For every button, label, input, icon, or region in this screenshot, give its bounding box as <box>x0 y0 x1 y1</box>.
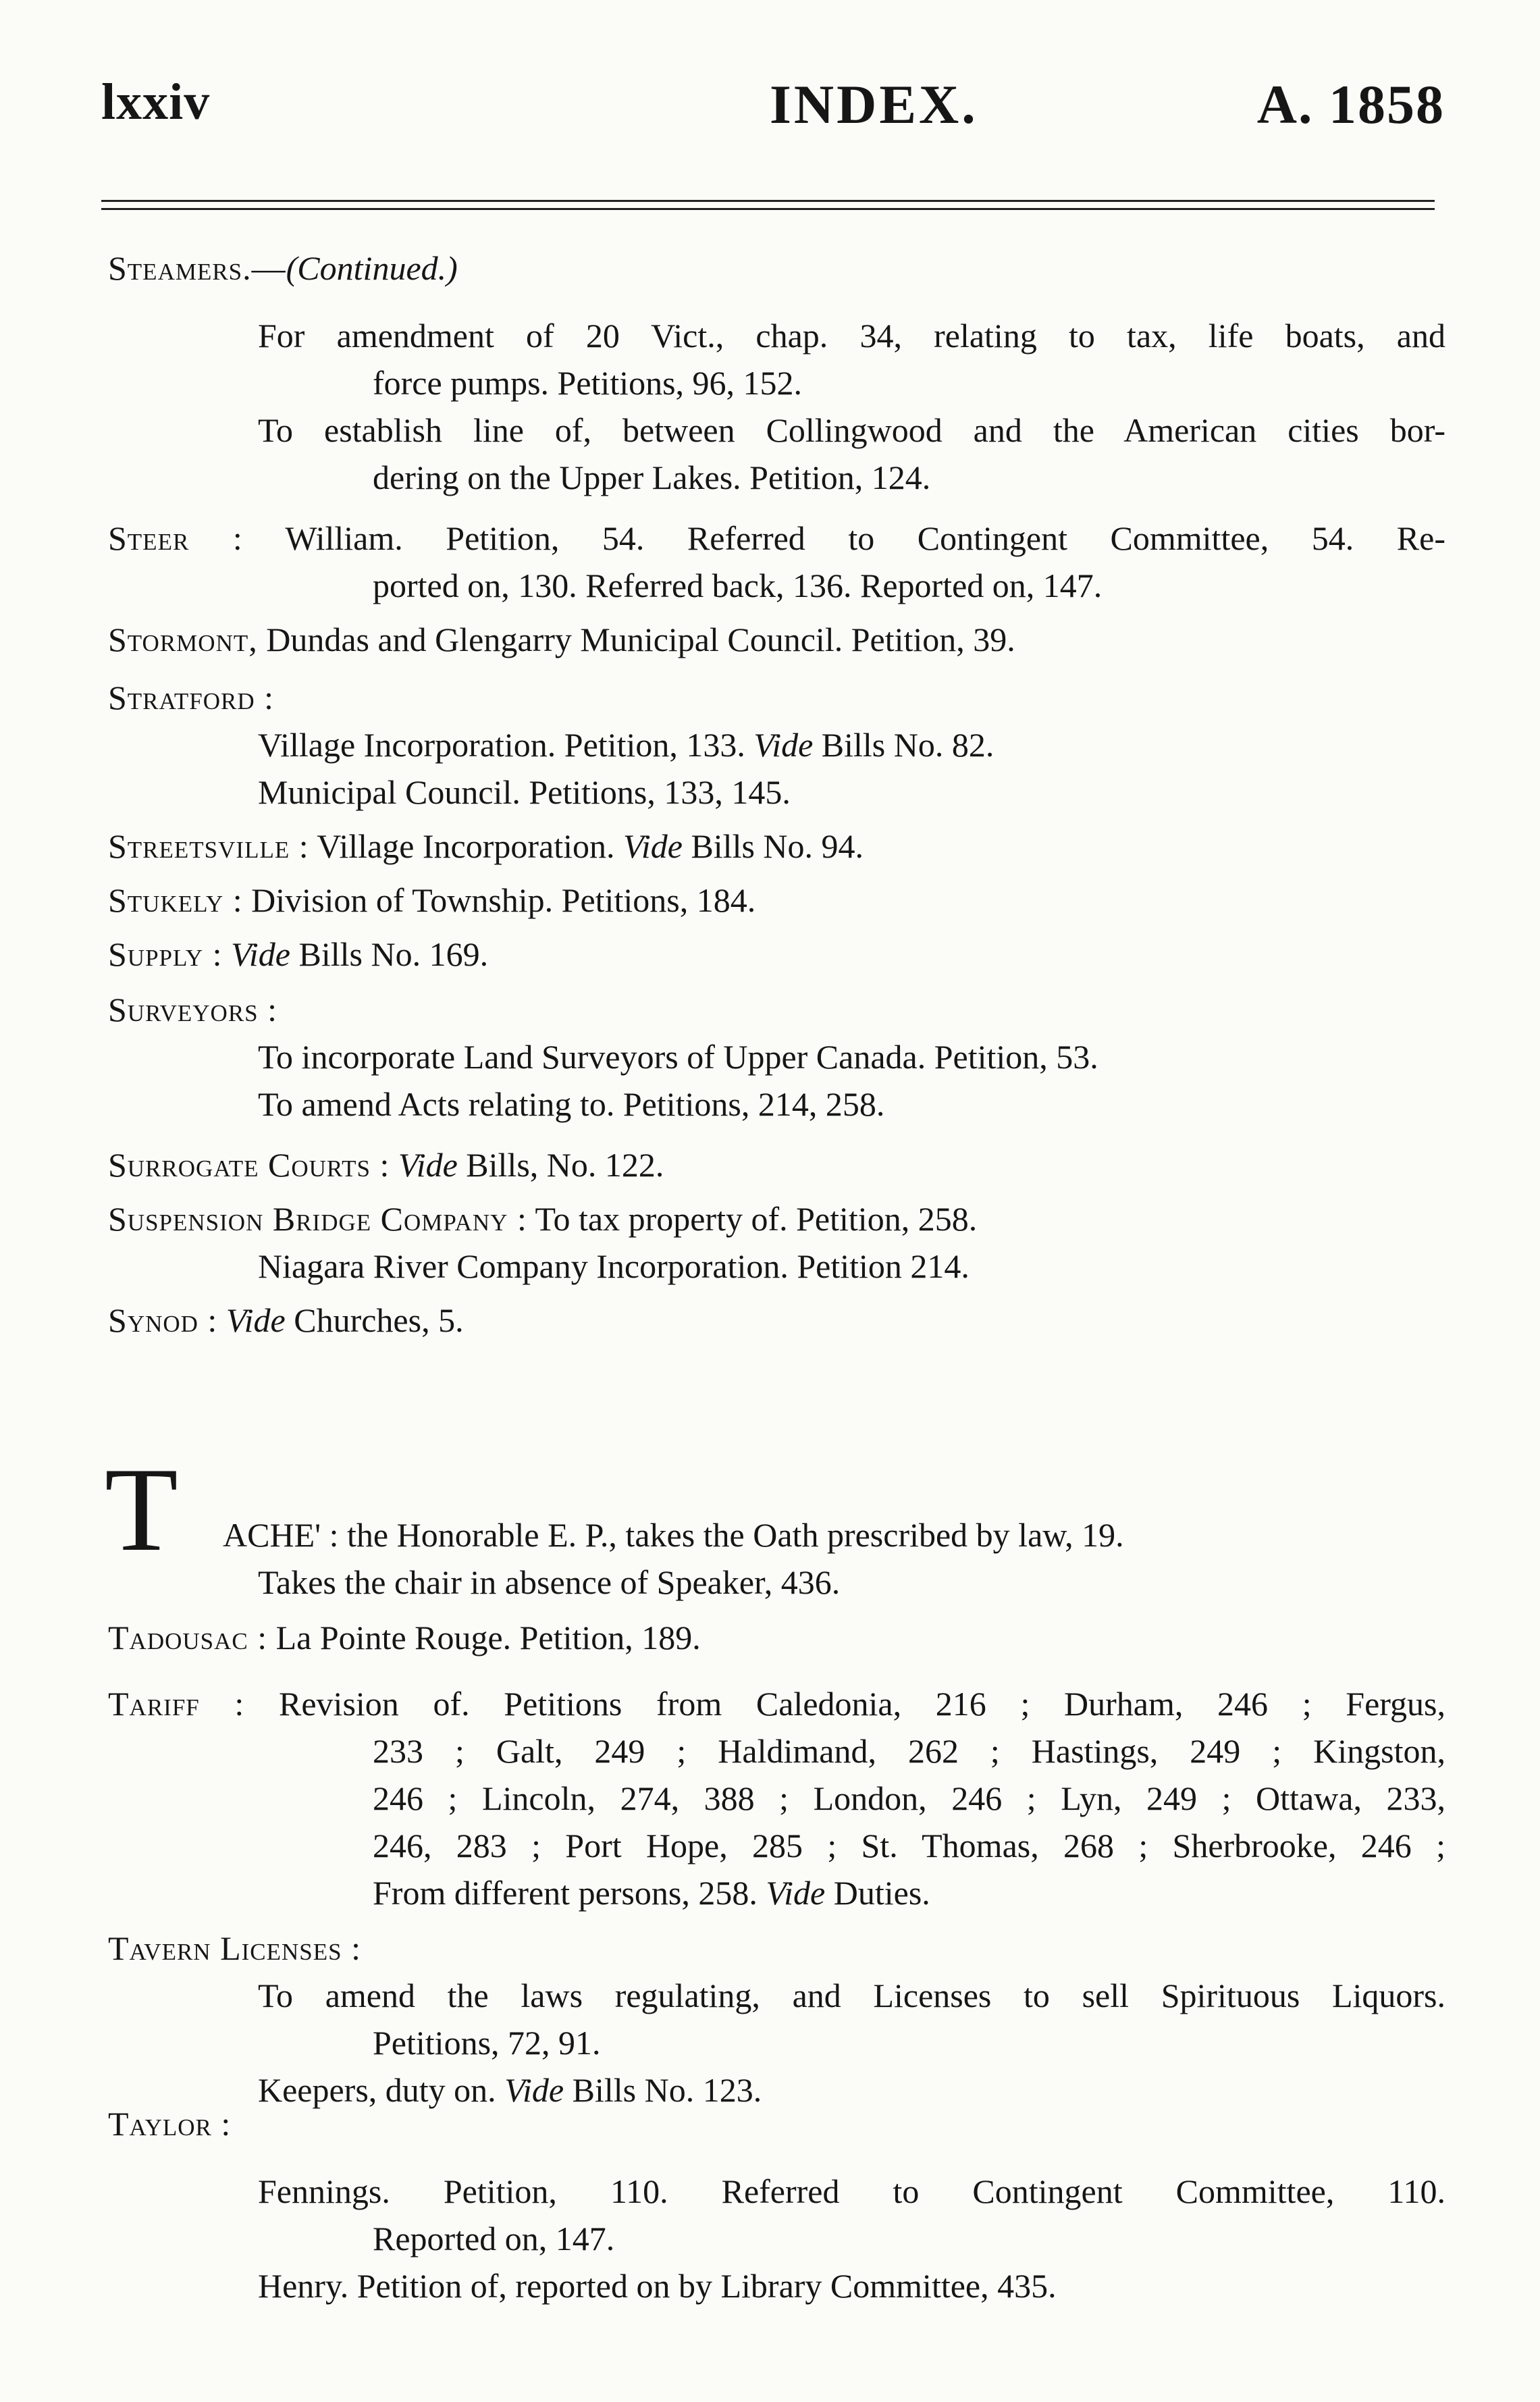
index-entry-supply <box>108 931 1445 978</box>
index-subentries-surveyors <box>108 1033 1445 1128</box>
entry-text: Division of Township. Petitions, 184. <box>251 881 756 919</box>
page-number: lxxiv <box>101 74 211 130</box>
entry-heading: Tariff : <box>108 1685 245 1723</box>
subentry-line: To amend Acts relating to. Petitions, 214, 258. <box>258 1085 885 1123</box>
index-entry-streetsville <box>108 823 1445 870</box>
index-entry-tavern-licenses <box>108 1925 1445 1972</box>
entry-heading: Streetsville : <box>108 827 309 865</box>
index-entry-synod <box>108 1297 1445 1344</box>
index-entry-steamers <box>108 244 1445 292</box>
subentry-line: Fennings. Petition, 110. Referred to Contingent Committee, 110. <box>258 2172 1445 2210</box>
entry-heading: Stormont, <box>108 621 258 658</box>
subentry-line: To incorporate Land Surveyors of Upper Canada. Petition, 53. <box>258 1038 1098 1076</box>
vide-reference: Vide <box>398 1146 458 1184</box>
subentry-line: For amendment of 20 Vict., chap. 34, relating to tax, life boats, and <box>258 317 1445 355</box>
entry-text: Village Incorporation. <box>317 827 615 865</box>
index-entry-stukely <box>108 877 1445 924</box>
subentry-line: Keepers, duty on. <box>258 2071 496 2109</box>
index-entry-steer <box>108 515 1445 609</box>
vide-reference: Vide <box>623 827 683 865</box>
entry-heading-suffix: (Continued.) <box>286 249 458 287</box>
index-subentries-taylor <box>108 2168 1445 2309</box>
subentry-line: Bills No. 82. <box>821 726 994 764</box>
entry-text: Bills No. 169. <box>298 935 489 973</box>
subentry-line: Bills No. 123. <box>572 2071 762 2109</box>
index-subentries-tavern-licenses <box>108 1972 1445 2114</box>
entry-text: William. Petition, 54. Referred to Contingent Committee, 54. Re- <box>285 519 1445 557</box>
entry-heading: Stukely : <box>108 881 243 919</box>
vide-reference: Vide <box>766 1874 826 1912</box>
index-entry-taylor <box>108 2100 1445 2147</box>
index-entry-suspension-bridge-company <box>108 1195 1445 1290</box>
entry-heading: Steamers.— <box>108 249 286 287</box>
entry-text: From different persons, 258. <box>373 1874 758 1912</box>
entry-heading: Tadousac : <box>108 1619 268 1656</box>
entry-text: 246, 283 ; Port Hope, 285 ; St. Thomas, 268 ; Sherbrooke, 246 ; <box>373 1827 1445 1864</box>
index-subentries-stratford <box>108 721 1445 816</box>
entry-text: Duties. <box>833 1874 930 1912</box>
entry-heading: Steer : <box>108 519 243 557</box>
entry-text: Churches, 5. <box>294 1301 464 1339</box>
entry-text: La Pointe Rouge. Petition, 189. <box>275 1619 701 1656</box>
entry-text: To tax property of. Petition, 258. <box>535 1200 978 1238</box>
page-header <box>101 73 1445 154</box>
entry-heading: Stratford : <box>108 679 275 716</box>
session-year: A. 1858 <box>1256 74 1445 135</box>
subentry-line: Petitions, 72, 91. <box>373 2024 601 2062</box>
entry-text: Takes the chair in absence of Speaker, 436. <box>258 1563 841 1601</box>
index-entry-stormont <box>108 616 1445 663</box>
entry-text: Bills, No. 122. <box>466 1146 664 1184</box>
entry-heading: Taylor : <box>108 2105 232 2143</box>
entry-text: ACHE' : the Honorable E. P., takes the Oath prescribed by law, 19. <box>223 1516 1124 1554</box>
index-entry-tadousac <box>108 1614 1445 1661</box>
subentry-line: To amend the laws regulating, and Licenses to sell Spirituous Liquors. <box>258 1977 1445 2014</box>
subentry-line: force pumps. Petitions, 96, 152. <box>373 364 803 402</box>
entry-heading: Suspension Bridge Company : <box>108 1200 527 1238</box>
drop-cap-letter: T <box>105 1442 178 1576</box>
vide-reference: Vide <box>231 935 290 973</box>
entry-text: Niagara River Company Incorporation. Petition 214. <box>258 1247 970 1285</box>
vide-reference: Vide <box>753 726 814 764</box>
entry-heading: Surveyors : <box>108 991 278 1028</box>
subentry-line: Village Incorporation. Petition, 133. <box>258 726 745 764</box>
index-entry-surrogate-courts <box>108 1141 1445 1189</box>
index-entry-tariff <box>108 1680 1445 1916</box>
entry-text: ported on, 130. Referred back, 136. Reported on, 147. <box>373 567 1103 604</box>
entry-heading: Surrogate Courts : <box>108 1146 390 1184</box>
index-entry-tache <box>108 1511 1445 1606</box>
entry-text: Revision of. Petitions from Caledonia, 216 ; Durham, 246 ; Fergus, <box>279 1685 1446 1723</box>
page-title: INDEX. <box>770 74 978 135</box>
entry-text: 246 ; Lincoln, 274, 388 ; London, 246 ; Lyn, 249 ; Ottawa, 233, <box>373 1779 1445 1817</box>
entry-heading: Supply : <box>108 935 223 973</box>
subentry-line: To establish line of, between Collingwood and the American cities bor- <box>258 411 1445 449</box>
index-entry-stratford <box>108 674 1445 721</box>
index-entry-surveyors <box>108 986 1445 1033</box>
entry-heading: Tavern Licenses : <box>108 1929 361 1967</box>
index-subentries-steamers <box>108 312 1445 501</box>
vide-reference: Vide <box>225 1301 286 1339</box>
entry-text: Bills No. 94. <box>691 827 864 865</box>
subentry-line: dering on the Upper Lakes. Petition, 124. <box>373 459 931 496</box>
header-rule-bottom <box>101 208 1435 210</box>
header-rule-top <box>101 200 1435 202</box>
subentry-line: Municipal Council. Petitions, 133, 145. <box>258 773 791 811</box>
entry-text: Dundas and Glengarry Municipal Council. Petition, 39. <box>266 621 1015 658</box>
subentry-line: Henry. Petition of, reported on by Library Committee, 435. <box>258 2267 1057 2305</box>
vide-reference: Vide <box>504 2071 564 2109</box>
entry-heading: Synod : <box>108 1301 218 1339</box>
subentry-line: Reported on, 147. <box>373 2220 615 2257</box>
entry-text: 233 ; Galt, 249 ; Haldimand, 262 ; Hastings, 249 ; Kingston, <box>373 1732 1445 1770</box>
